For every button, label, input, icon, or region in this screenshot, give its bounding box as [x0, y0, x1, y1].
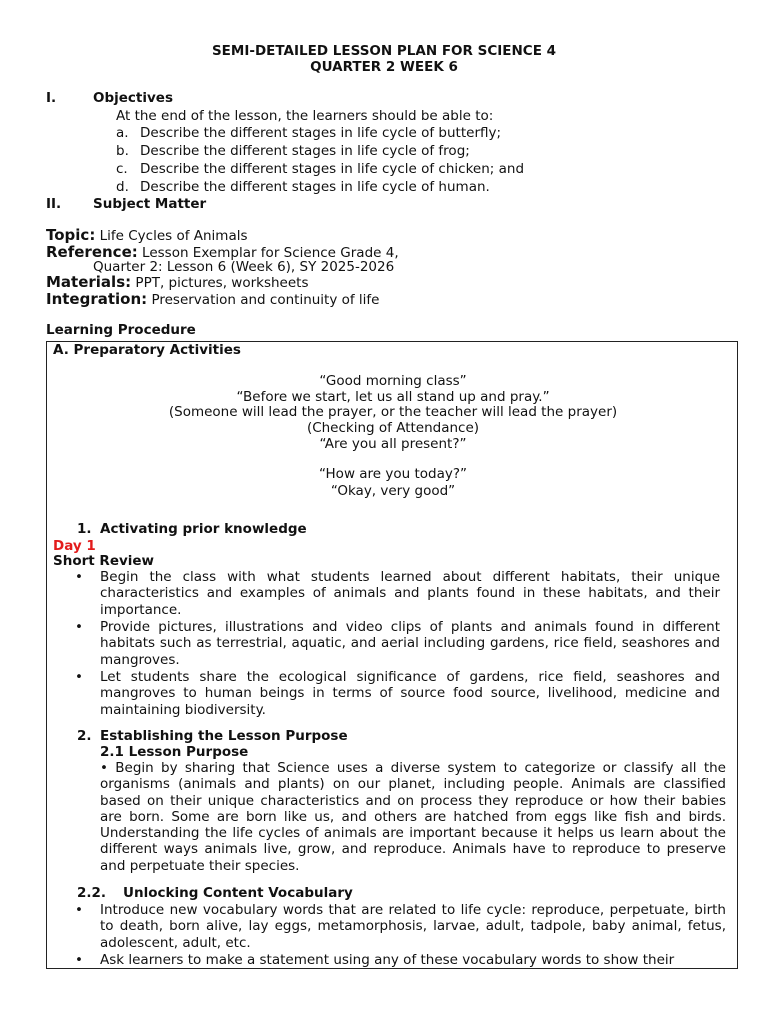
topic-label: Topic: — [46, 226, 96, 244]
objective-marker: b. — [116, 143, 129, 159]
objective-item: Describe the different stages in life cycle of chicken; and — [140, 161, 525, 177]
lesson-purpose-heading: 2.1 Lesson Purpose — [100, 744, 249, 760]
materials-label: Materials: — [46, 273, 132, 291]
step1-number: 1. — [77, 521, 92, 537]
bullet-icon: • — [75, 569, 83, 585]
integration-label: Integration: — [46, 290, 148, 308]
reference-value-continued: Quarter 2: Lesson 6 (Week 6), SY 2025-2026 — [93, 259, 395, 275]
vocabulary-number: 2.2. — [77, 885, 107, 901]
objective-item: Describe the different stages in life cycle of human. — [140, 179, 490, 195]
objectives-numeral: I. — [46, 90, 57, 106]
objective-item: Describe the different stages in life cycle of butterfly; — [140, 125, 502, 141]
materials-value: PPT, pictures, worksheets — [135, 275, 309, 291]
step2-title: Establishing the Lesson Purpose — [100, 728, 348, 744]
step2-number: 2. — [77, 728, 92, 744]
objective-marker: c. — [116, 161, 128, 177]
greeting-line: “Okay, very good” — [330, 483, 456, 499]
vocabulary-bullet: Introduce new vocabulary words that are related to life cycle: reproduce, perpetuate, birth to death, born alive, lay eggs, metamorphosis, larvae, adult, tadpole, baby animal, fetus, adolescent, adult, etc. — [100, 902, 726, 951]
day-label: Day 1 — [53, 538, 96, 554]
objectives-intro: At the end of the lesson, the learners should be able to: — [116, 108, 494, 124]
greeting-line: (Someone will lead the prayer, or the teacher will lead the prayer) — [168, 404, 618, 420]
objective-item: Describe the different stages in life cycle of frog; — [140, 143, 470, 159]
review-bullet: Let students share the ecological significance of gardens, rice field, seashores and mangroves to human beings in terms of source food source, livelihood, medicine and maintaining biodiversity. — [100, 669, 720, 718]
review-bullet: Provide pictures, illustrations and video clips of plants and animals found in different habitats such as terrestrial, aquatic, and aerial including gardens, rice field, seashores and mangroves. — [100, 619, 720, 668]
bullet-icon: • — [75, 669, 83, 685]
document-subtitle: QUARTER 2 WEEK 6 — [310, 59, 458, 75]
learning-procedure-heading: Learning Procedure — [46, 322, 196, 338]
review-bullet: Begin the class with what students learned about different habitats, their unique characteristics and examples of animals and plants found in these habitats, and their importance. — [100, 569, 720, 618]
greeting-line: “How are you today?” — [318, 466, 468, 482]
preparatory-activities-heading: A. Preparatory Activities — [53, 342, 241, 358]
greeting-line: (Checking of Attendance) — [306, 420, 480, 436]
reference-label: Reference: — [46, 243, 138, 261]
vocabulary-heading: Unlocking Content Vocabulary — [123, 885, 353, 901]
integration-row — [46, 291, 380, 309]
bullet-icon: • — [75, 952, 83, 968]
topic-value: Life Cycles of Animals — [99, 228, 248, 244]
integration-value: Preservation and continuity of life — [151, 292, 380, 308]
greeting-line: “Are you all present?” — [319, 436, 467, 452]
step1-title: Activating prior knowledge — [100, 521, 307, 537]
short-review-heading: Short Review — [53, 553, 155, 569]
procedure-box — [46, 341, 738, 969]
bullet-icon: • — [75, 902, 83, 918]
document-title: SEMI-DETAILED LESSON PLAN FOR SCIENCE 4 — [211, 43, 557, 59]
subject-matter-numeral: II. — [46, 196, 62, 212]
greeting-line: “Good morning class” — [319, 373, 467, 389]
objective-marker: d. — [116, 179, 129, 195]
subject-matter-heading: Subject Matter — [93, 196, 207, 212]
bullet-icon: • — [75, 619, 83, 635]
lesson-purpose-text: • Begin by sharing that Science uses a diverse system to categorize or classify all the organisms (animals and plants) on our planet, including people. Animals are classified based on their unique characteristics and on process they reproduce or how their babies are born. Some are born like us, and others are hatched from eggs like fish and birds. Understanding the life cycles of animals are important because it helps us learn about the different ways animals live, grow, and reproduce. Animals have to reproduce to preserve and perpetuate their species. — [100, 760, 726, 874]
objectives-heading: Objectives — [93, 90, 173, 106]
objective-marker: a. — [116, 125, 129, 141]
greeting-line: “Before we start, let us all stand up and pray.” — [236, 389, 550, 405]
vocabulary-bullet: Ask learners to make a statement using any of these vocabulary words to show their — [100, 952, 675, 968]
reference-value: Lesson Exemplar for Science Grade 4, — [142, 245, 399, 261]
